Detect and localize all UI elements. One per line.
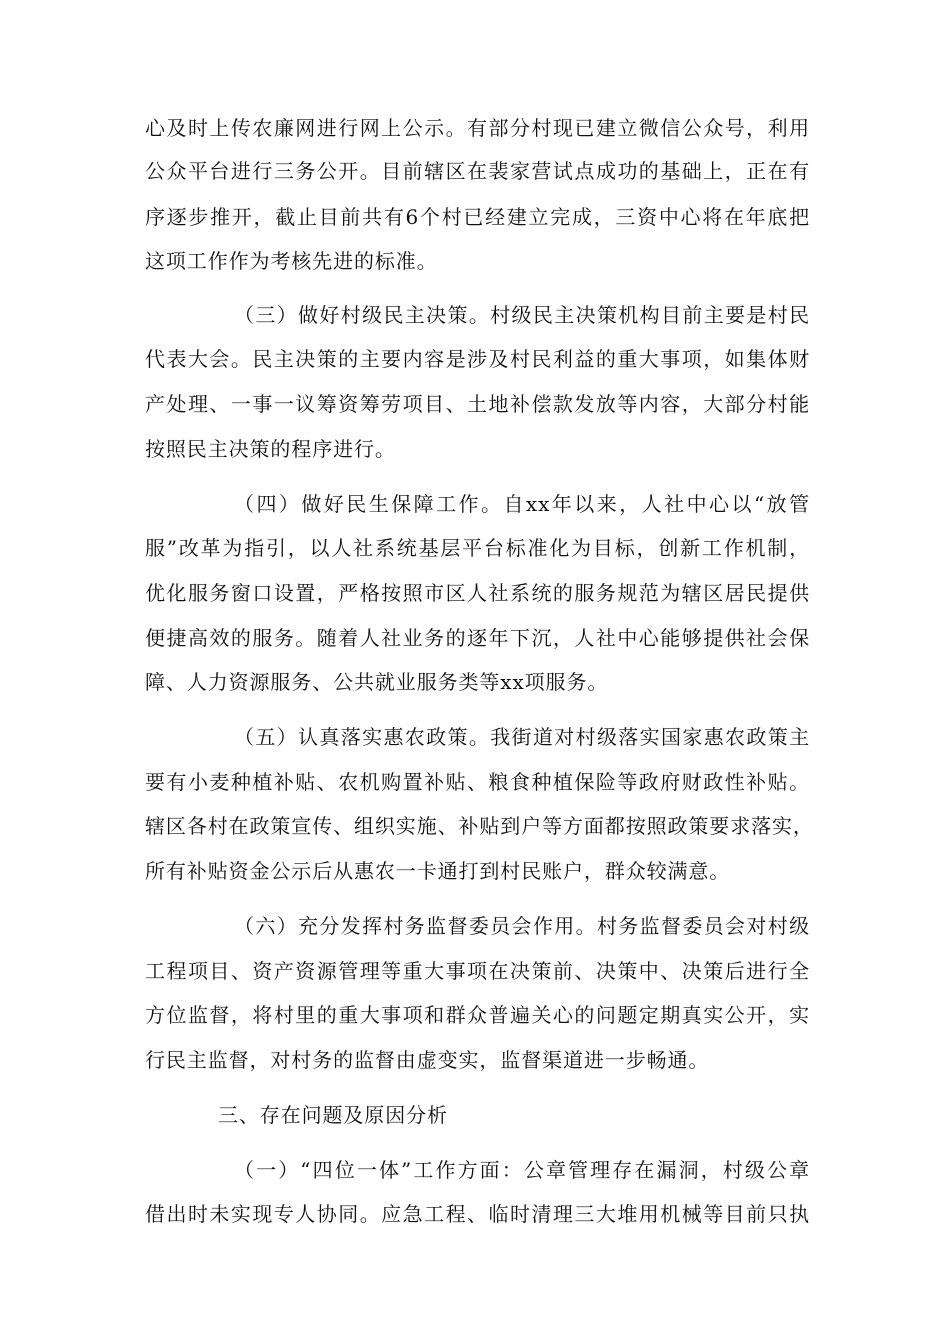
paragraph-line: 这项工作作为考核先进的标准。: [145, 249, 438, 273]
paragraph-line: 按照民主决策的程序进行。: [145, 437, 396, 461]
paragraph-line: 心及时上传农廉网进行网上公示。有部分村现已建立微信公众号，利用: [145, 116, 810, 140]
paragraph-line: 借出时未实现专人协同。应急工程、临时清理三大堆用机械等目前只执: [145, 1202, 810, 1226]
paragraph-line: （六）充分发挥村务监督委员会作用。村务监督委员会对村级: [234, 914, 810, 938]
paragraph-line: 要有小麦种植补贴、农机购置补贴、粮食种植保险等政府财政性补贴。: [145, 770, 810, 794]
paragraph-line: （三）做好村级民主决策。村级民主决策机构目前主要是村民: [234, 303, 810, 327]
paragraph-line: 所有补贴资金公示后从惠农一卡通打到村民账户，群众较满意。: [145, 859, 731, 883]
paragraph-line: （一）“四位一体”工作方面：公章管理存在漏洞，村级公章: [234, 1158, 810, 1182]
paragraph-line: 便捷高效的服务。随着人社业务的逐年下沉，人社中心能够提供社会保: [145, 626, 810, 650]
paragraph-line: （四）做好民生保障工作。自xx年以来，人社中心以“放管: [234, 492, 810, 516]
paragraph-line: 方位监督，将村里的重大事项和群众普遍关心的问题定期真实公开，实: [145, 1003, 810, 1027]
paragraph-line: （五）认真落实惠农政策。我街道对村级落实国家惠农政策主: [234, 725, 810, 749]
paragraph-line: 工程项目、资产资源管理等重大事项在决策前、决策中、决策后进行全: [145, 959, 810, 983]
paragraph-line: 产处理、一事一议筹资筹劳项目、土地补偿款发放等内容，大部分村能: [145, 392, 810, 416]
paragraph-line: 辖区各村在政策宣传、组织实施、补贴到户等方面都按照政策要求落实，: [145, 814, 814, 838]
paragraph-line: 优化服务窗口设置，严格按照市区人社系统的服务规范为辖区居民提供: [145, 581, 810, 605]
paragraph-line: 序逐步推开，截止目前共有6个村已经建立完成，三资中心将在年底把: [145, 205, 810, 229]
section-heading: 三、存在问题及原因分析: [218, 1103, 448, 1127]
paragraph-line: 服”改革为指引，以人社系统基层平台标准化为目标，创新工作机制，: [145, 536, 810, 560]
paragraph-line: 行民主监督，对村务的监督由虚变实，监督渠道进一步畅通。: [145, 1048, 710, 1072]
paragraph-line: 公众平台进行三务公开。目前辖区在裴家营试点成功的基础上，正在有: [145, 159, 810, 183]
paragraph-line: 障、人力资源服务、公共就业服务类等xx项服务。: [145, 670, 609, 694]
paragraph-line: 代表大会。民主决策的主要内容是涉及村民利益的重大事项，如集体财: [145, 347, 810, 371]
